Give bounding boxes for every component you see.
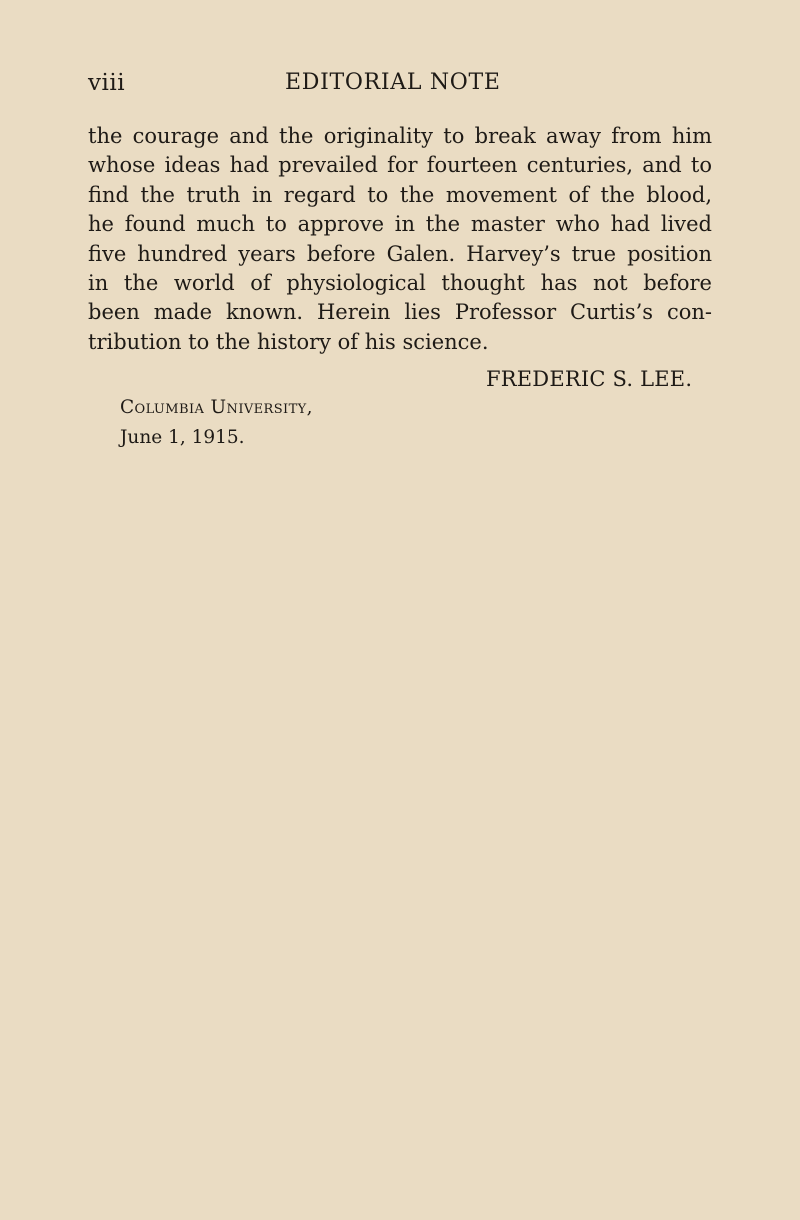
note-date: June 1, 1915. [120, 427, 245, 448]
paragraph-line: the courage and the originality to break away from him [88, 124, 712, 148]
paragraph-line: find the truth in regard to the movement of the blood, [88, 182, 712, 207]
running-title: EDITORIAL NOTE [285, 70, 501, 95]
page-header [88, 70, 710, 104]
paragraph-line: been made known. Herein lies Professor Curtis’s con- [88, 300, 712, 325]
paragraph-line: five hundred years before Galen. Harvey’s true position [88, 241, 712, 266]
author-signature: FREDERIC S. LEE. [486, 367, 693, 391]
author-affiliation: Columbia University, [120, 397, 313, 418]
paragraph-line: he found much to approve in the master who had lived [88, 212, 712, 237]
paragraph-line: tribution to the history of his science. [88, 329, 489, 354]
paragraph-line: whose ideas had prevailed for fourteen centuries, and to [88, 153, 712, 178]
paragraph-line: in the world of physiological thought has not before [88, 271, 712, 296]
page-number: viii [88, 70, 126, 96]
editorial-paragraph [88, 122, 712, 357]
